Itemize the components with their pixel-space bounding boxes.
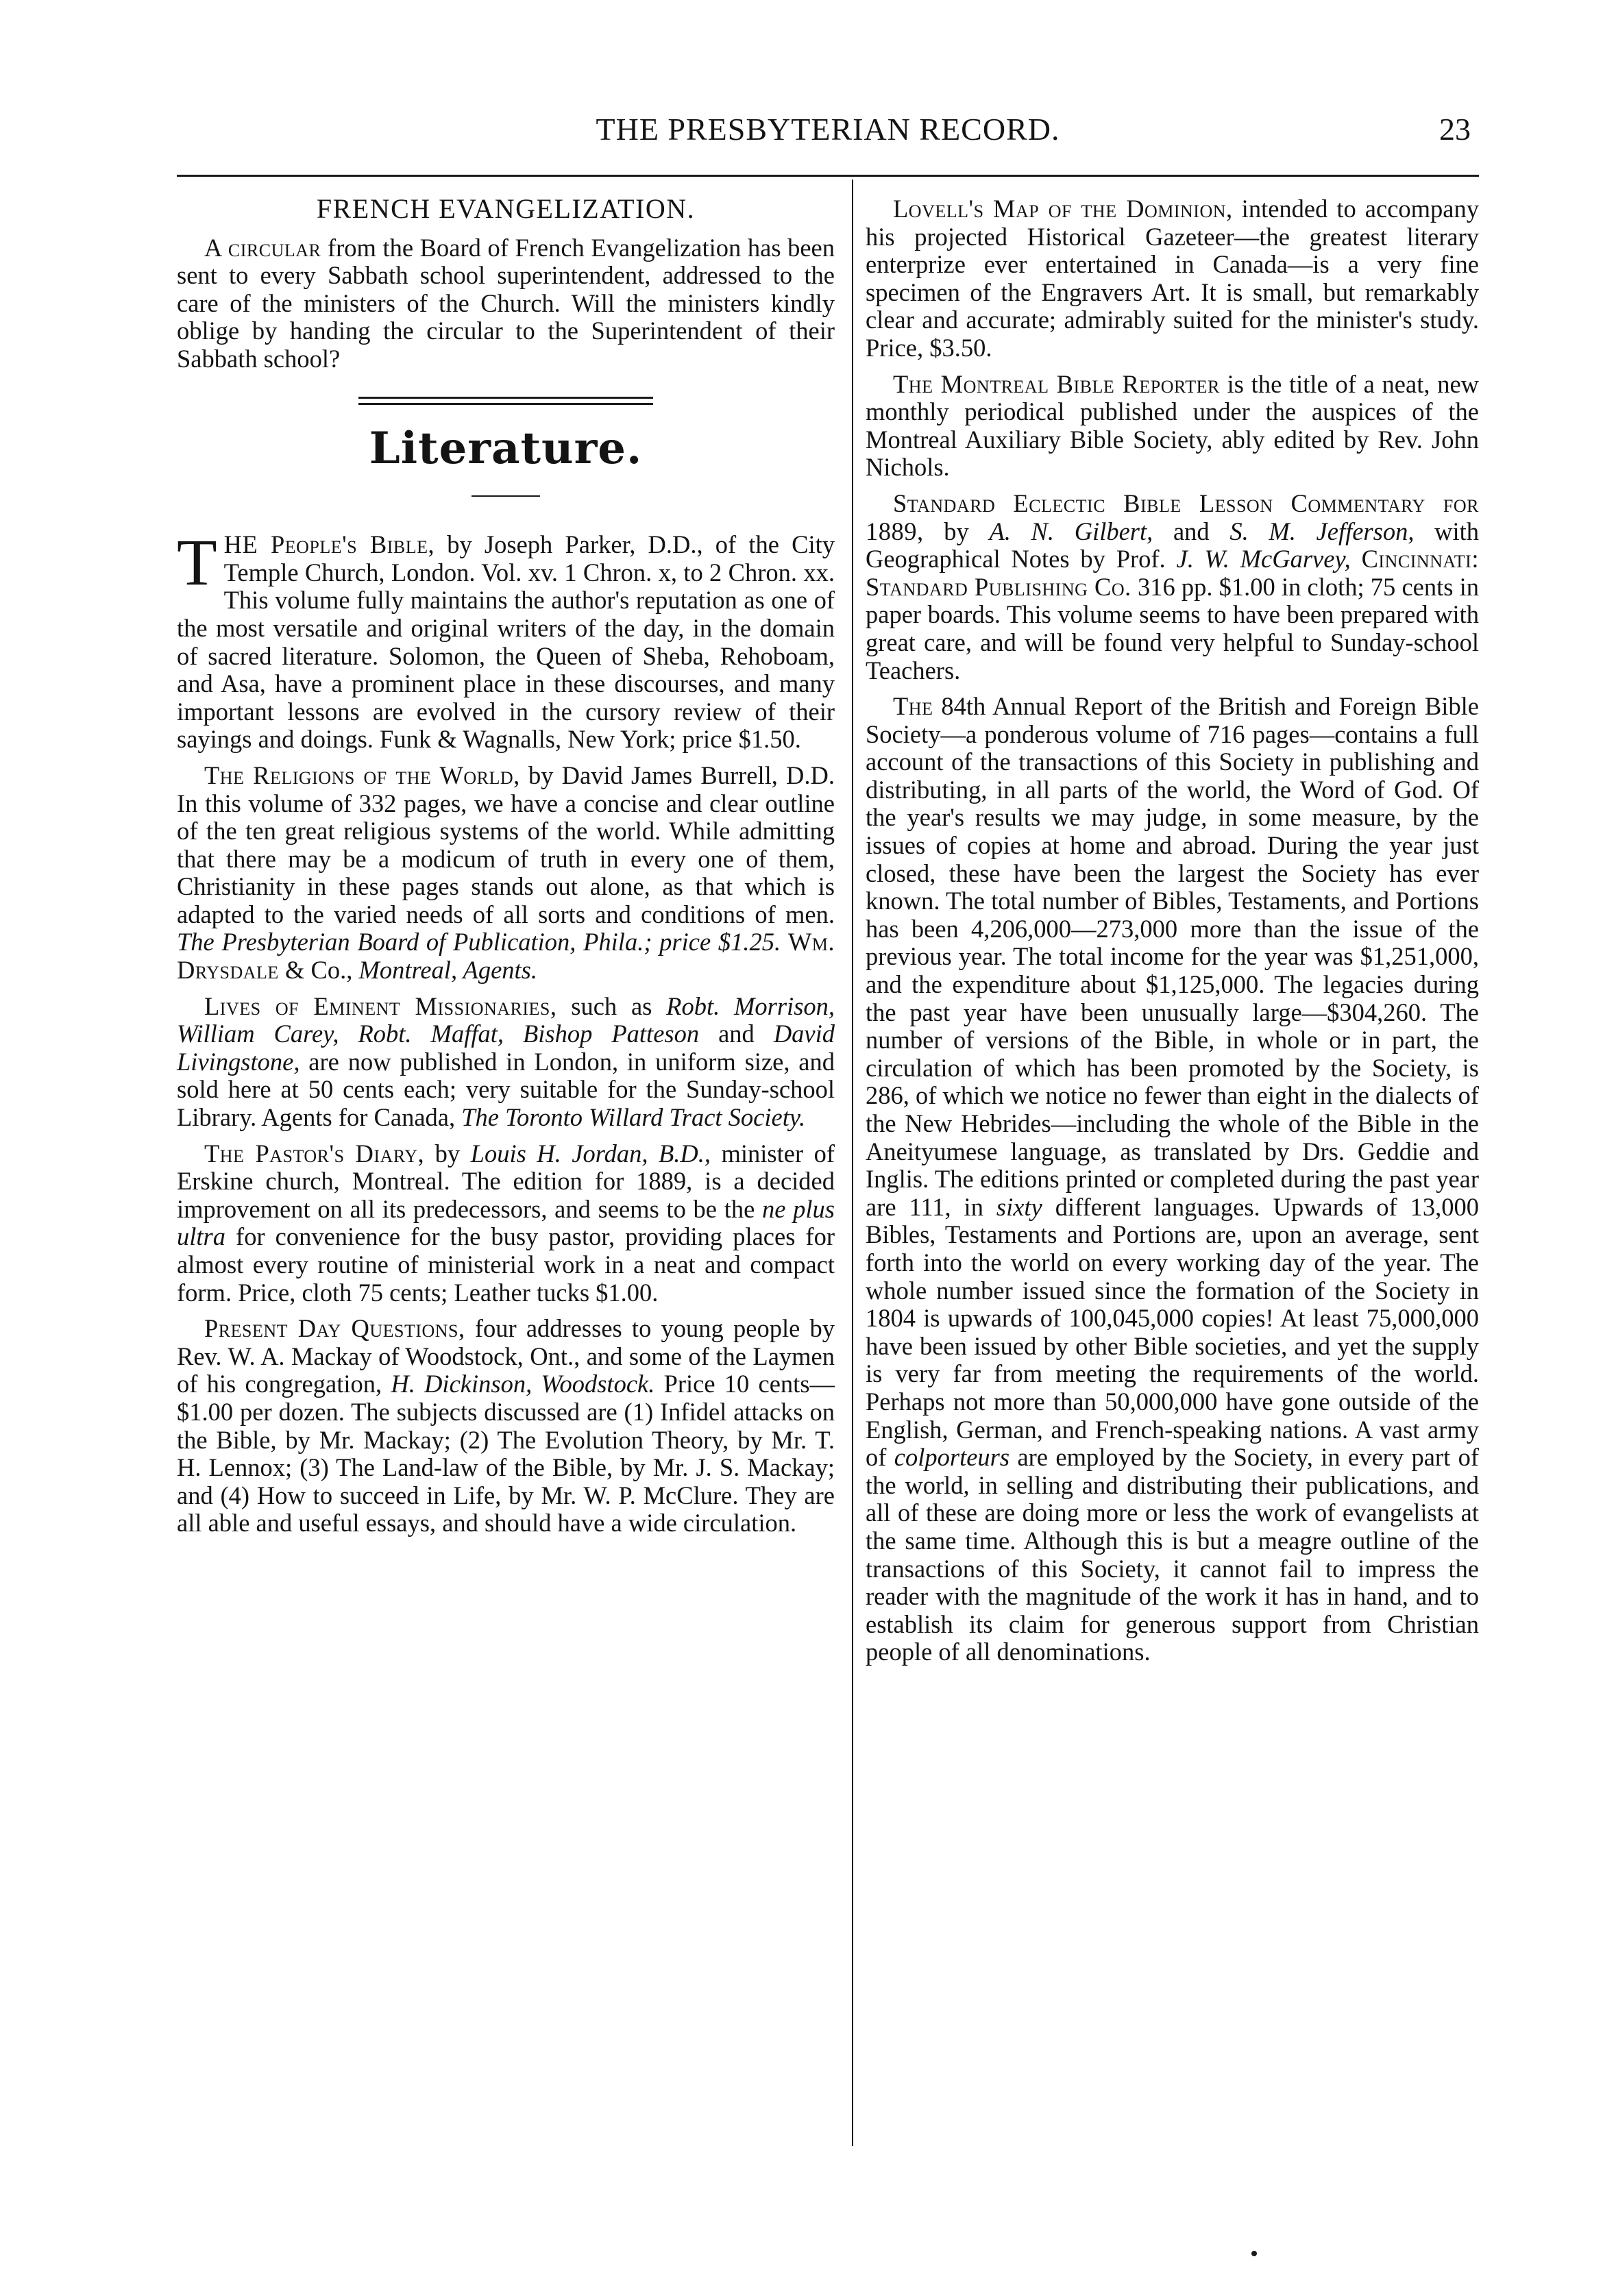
section-divider: [358, 397, 653, 405]
montreal-reporter-review: [866, 371, 1479, 482]
missionaries-body-2: and: [718, 1020, 755, 1048]
religions-lead: The Religions of the World,: [204, 761, 520, 789]
missionaries-names: Robt. Morrison, William Carey, Robt. Maffat, Bishop Patteson: [177, 991, 835, 1048]
footer-mark: [1251, 2251, 1257, 2256]
bible-society-report: [866, 693, 1479, 1666]
eclectic-body-1: by: [944, 517, 969, 545]
montreal-reporter-body: is the title of a neat, new monthly periodical published under the auspices of the Montreal Auxiliary Bible Society, ably edited by Rev. John Nichols.: [866, 369, 1480, 482]
missionaries-agent: The Toronto Willard Tract Society.: [461, 1103, 806, 1132]
bible-society-body-3: are employed by the Society, in every part of the world, in selling and distributing their publications, and all of these are doing more or less the work of evangelists at the same time. Although this is but a meagre outline of the transactions of this Society, it cannot fail to impress the reader with the magnitude of the work it has in hand, and to establish its claim for generous support from Christian people of all denominations.: [866, 1443, 1479, 1666]
missionaries-names-2: David Livingstone,: [177, 1020, 835, 1076]
eclectic-body-2: and: [1173, 517, 1210, 545]
eclectic-body-3: with Geographical Notes by Prof.: [866, 517, 1480, 573]
peoples-bible-lead: HE People's Bible,: [223, 530, 435, 559]
drop-cap: T: [177, 526, 217, 600]
french-body: from the Board of French Evangelization has been sent to every Sabbath school superintendent, addressed to the care of the ministers of the Church. Will the ministers kindly oblige by handing the circular to the Superintendent of their Sabbath school?: [177, 233, 835, 373]
bible-society-body-2: different languages. Upwards of 13,000 Bibles, Testaments and Portions are, upon an average, sent forth into the world on every working day of the year. The whole number issued since the formation of the Society in 1804 is upwards of 100,045,000 copies! At least 75,000,000 have been issued by other Bible societies, and yet the supply is very far from meeting the requirements of the world. Perhaps not more than 50,000,000 have gone outside of the English, German, and French-speaking nations. A vast army of: [866, 1192, 1479, 1472]
peoples-bible-body: by Joseph Parker, D.D., of the City Temple Church, London. Vol. xv. 1 Chron. x, to 2 Chron. xx. This volume fully maintains the author's reputation as one of the most versatile and original writers of the day, in the domain of sacred literature. Solomon, the Queen of Sheba, Rehoboam, and Asa, have a prominent place in these discourses, and many important lessons are evolved in the cursory review of their sayings and doings. Funk & Wagnalls, New York; price $1.50.: [177, 530, 835, 754]
header-rule: [177, 175, 1479, 177]
present-day-body-1: four addresses to young people by Rev. W. A. Mackay of Woodstock, Ont., and some of the Laymen of his congregation,: [177, 1314, 835, 1398]
right-column: [866, 195, 1479, 1675]
lovells-body: intended to accompany his projected Historical Gazeteer—the greatest literary enterprize ever entertained in Canada—is a very fine specimen of the Engravers Art. It is small, but remarkably clear and accurate; admirably suited for the minister's study. Price, $3.50.: [866, 195, 1479, 362]
pastors-diary-lead: The Pastor's Diary,: [204, 1139, 425, 1168]
pastors-diary-author: Louis H. Jordan, B.D.,: [470, 1139, 711, 1168]
page-number: 23: [1439, 112, 1471, 147]
french-evangelization-heading: FRENCH EVANGELIZATION.: [316, 193, 696, 224]
religions-body: by David James Burrell, D.D. In this volume of 332 pages, we have a concise and clear outline of the ten great religious systems of the world. While admitting that there may be a modicum of truth in every one of them, Christianity in these pages stands out alone, as that which is adapted to the varied needs of all sorts and conditions of men.: [177, 761, 835, 928]
eclectic-body-4: 316 pp. $1.00 in cloth; 75 cents in paper boards. This volume seems to have been prepared with great care, and will be found very helpful to Sunday-school Teachers.: [866, 572, 1479, 684]
present-day-review: [177, 1315, 835, 1538]
eclectic-publisher: Cincinnati: Standard Publishing Co.: [866, 545, 1479, 601]
missionaries-body-3: are now published in London, in uniform size, and sold here at 50 cents each; very suitable for the Sunday-school Library. Agents for Canada,: [177, 1047, 835, 1132]
eclectic-authors-2: S. M. Jefferson,: [1229, 517, 1415, 545]
pastors-diary-body-1: by: [434, 1139, 461, 1168]
eclectic-prof: J. W. McGarvey,: [1176, 545, 1351, 573]
short-rule: [472, 495, 540, 497]
pastors-diary-phrase: ne plus ultra: [177, 1194, 835, 1251]
religions-agent-tail: & Co.,: [284, 956, 353, 985]
bible-society-colporteurs: colporteurs: [894, 1443, 1010, 1472]
lovells-lead: Lovell's Map of the Dominion,: [893, 195, 1233, 223]
left-column: [177, 195, 835, 1546]
literature-title: Literature.: [369, 422, 643, 474]
missionaries-lead: Lives of Eminent Missionaries,: [204, 991, 557, 1020]
journal-title: THE PRESBYTERIAN RECORD.: [596, 112, 1060, 147]
lovells-map-review: [866, 195, 1479, 362]
column-divider: [852, 180, 853, 2146]
pastors-diary-body-2: minister of Erskine church, Montreal. The edition for 1889, is a decided improvement on all its predecessors, and seems to be the: [177, 1139, 835, 1223]
eclectic-authors: A. N. Gilbert,: [989, 517, 1153, 545]
bible-society-body-1: 84th Annual Report of the British and Foreign Bible Society—a ponderous volume of 716 pages—contains a full account of the transactions of this Society in publishing and distributing, in all parts of the world, the Word of God. Of the year's results we may judge, in some measure, by the issues of copies at home and abroad. During the year just closed, these have been the largest the Society has ever known. The total number of Bibles, Testaments, and Portions has been 4,206,000—273,000 more than the issue of the previous year. The total income for the year was $1,251,000, and the expenditure about $1,125,000. The legacies during the past year have been unusually large—$304,260. The number of versions of the Bible, in whole or in part, the circulation of which has been promoted by the Society, is 286, of which we notice no fewer than eight in the dialects of the New Hebrides—including the whole of the Bible in the Aneityumese language, as translated by Drs. Geddie and Inglis. The editions printed or completed during the past year are 111, in: [866, 692, 1479, 1221]
pastors-diary-review: [177, 1140, 835, 1307]
bible-society-lead: The: [893, 692, 933, 721]
bible-society-sixty: sixty: [996, 1192, 1042, 1221]
pastors-diary-body-3: for convenience for the busy pastor, providing places for almost every routine of ministerial work in a neat and compact form. Price, cloth 75 cents; Leather tucks $1.00.: [177, 1222, 835, 1307]
religions-agent-place: Montreal, Agents.: [358, 956, 537, 985]
running-header: [177, 103, 1479, 158]
peoples-bible-review: [177, 526, 835, 754]
eclectic-lead: Standard Eclectic Bible Lesson Commentary for 1889,: [866, 489, 1479, 545]
religions-publisher: The Presbyterian Board of Publication, Phila.; price $1.25.: [177, 928, 781, 956]
present-day-body-2: Price 10 cents—$1.00 per dozen. The subjects discussed are (1) Infidel attacks on the Bible, by Mr. Mackay; (2) The Evolution Theory, by Mr. T. H. Lennox; (3) The Land-law of the Bible, by Mr. J. S. Mackay; and (4) How to succeed in Life, by Mr. W. P. McClure. They are all able and useful essays, and should have a wide circulation.: [177, 1370, 835, 1538]
religions-review: [177, 762, 835, 985]
french-lead: A circular: [204, 233, 321, 262]
missionaries-body-1: such as: [571, 991, 652, 1020]
missionaries-review: [177, 993, 835, 1132]
montreal-reporter-lead: The Montreal Bible Reporter: [893, 369, 1220, 398]
french-evangelization-paragraph: [177, 234, 835, 373]
eclectic-review: [866, 490, 1479, 684]
religions-agent-lead: Wm. Drysdale: [177, 928, 835, 985]
present-day-publisher: H. Dickinson, Woodstock.: [391, 1370, 655, 1398]
present-day-lead: Present Day Questions,: [204, 1314, 465, 1343]
